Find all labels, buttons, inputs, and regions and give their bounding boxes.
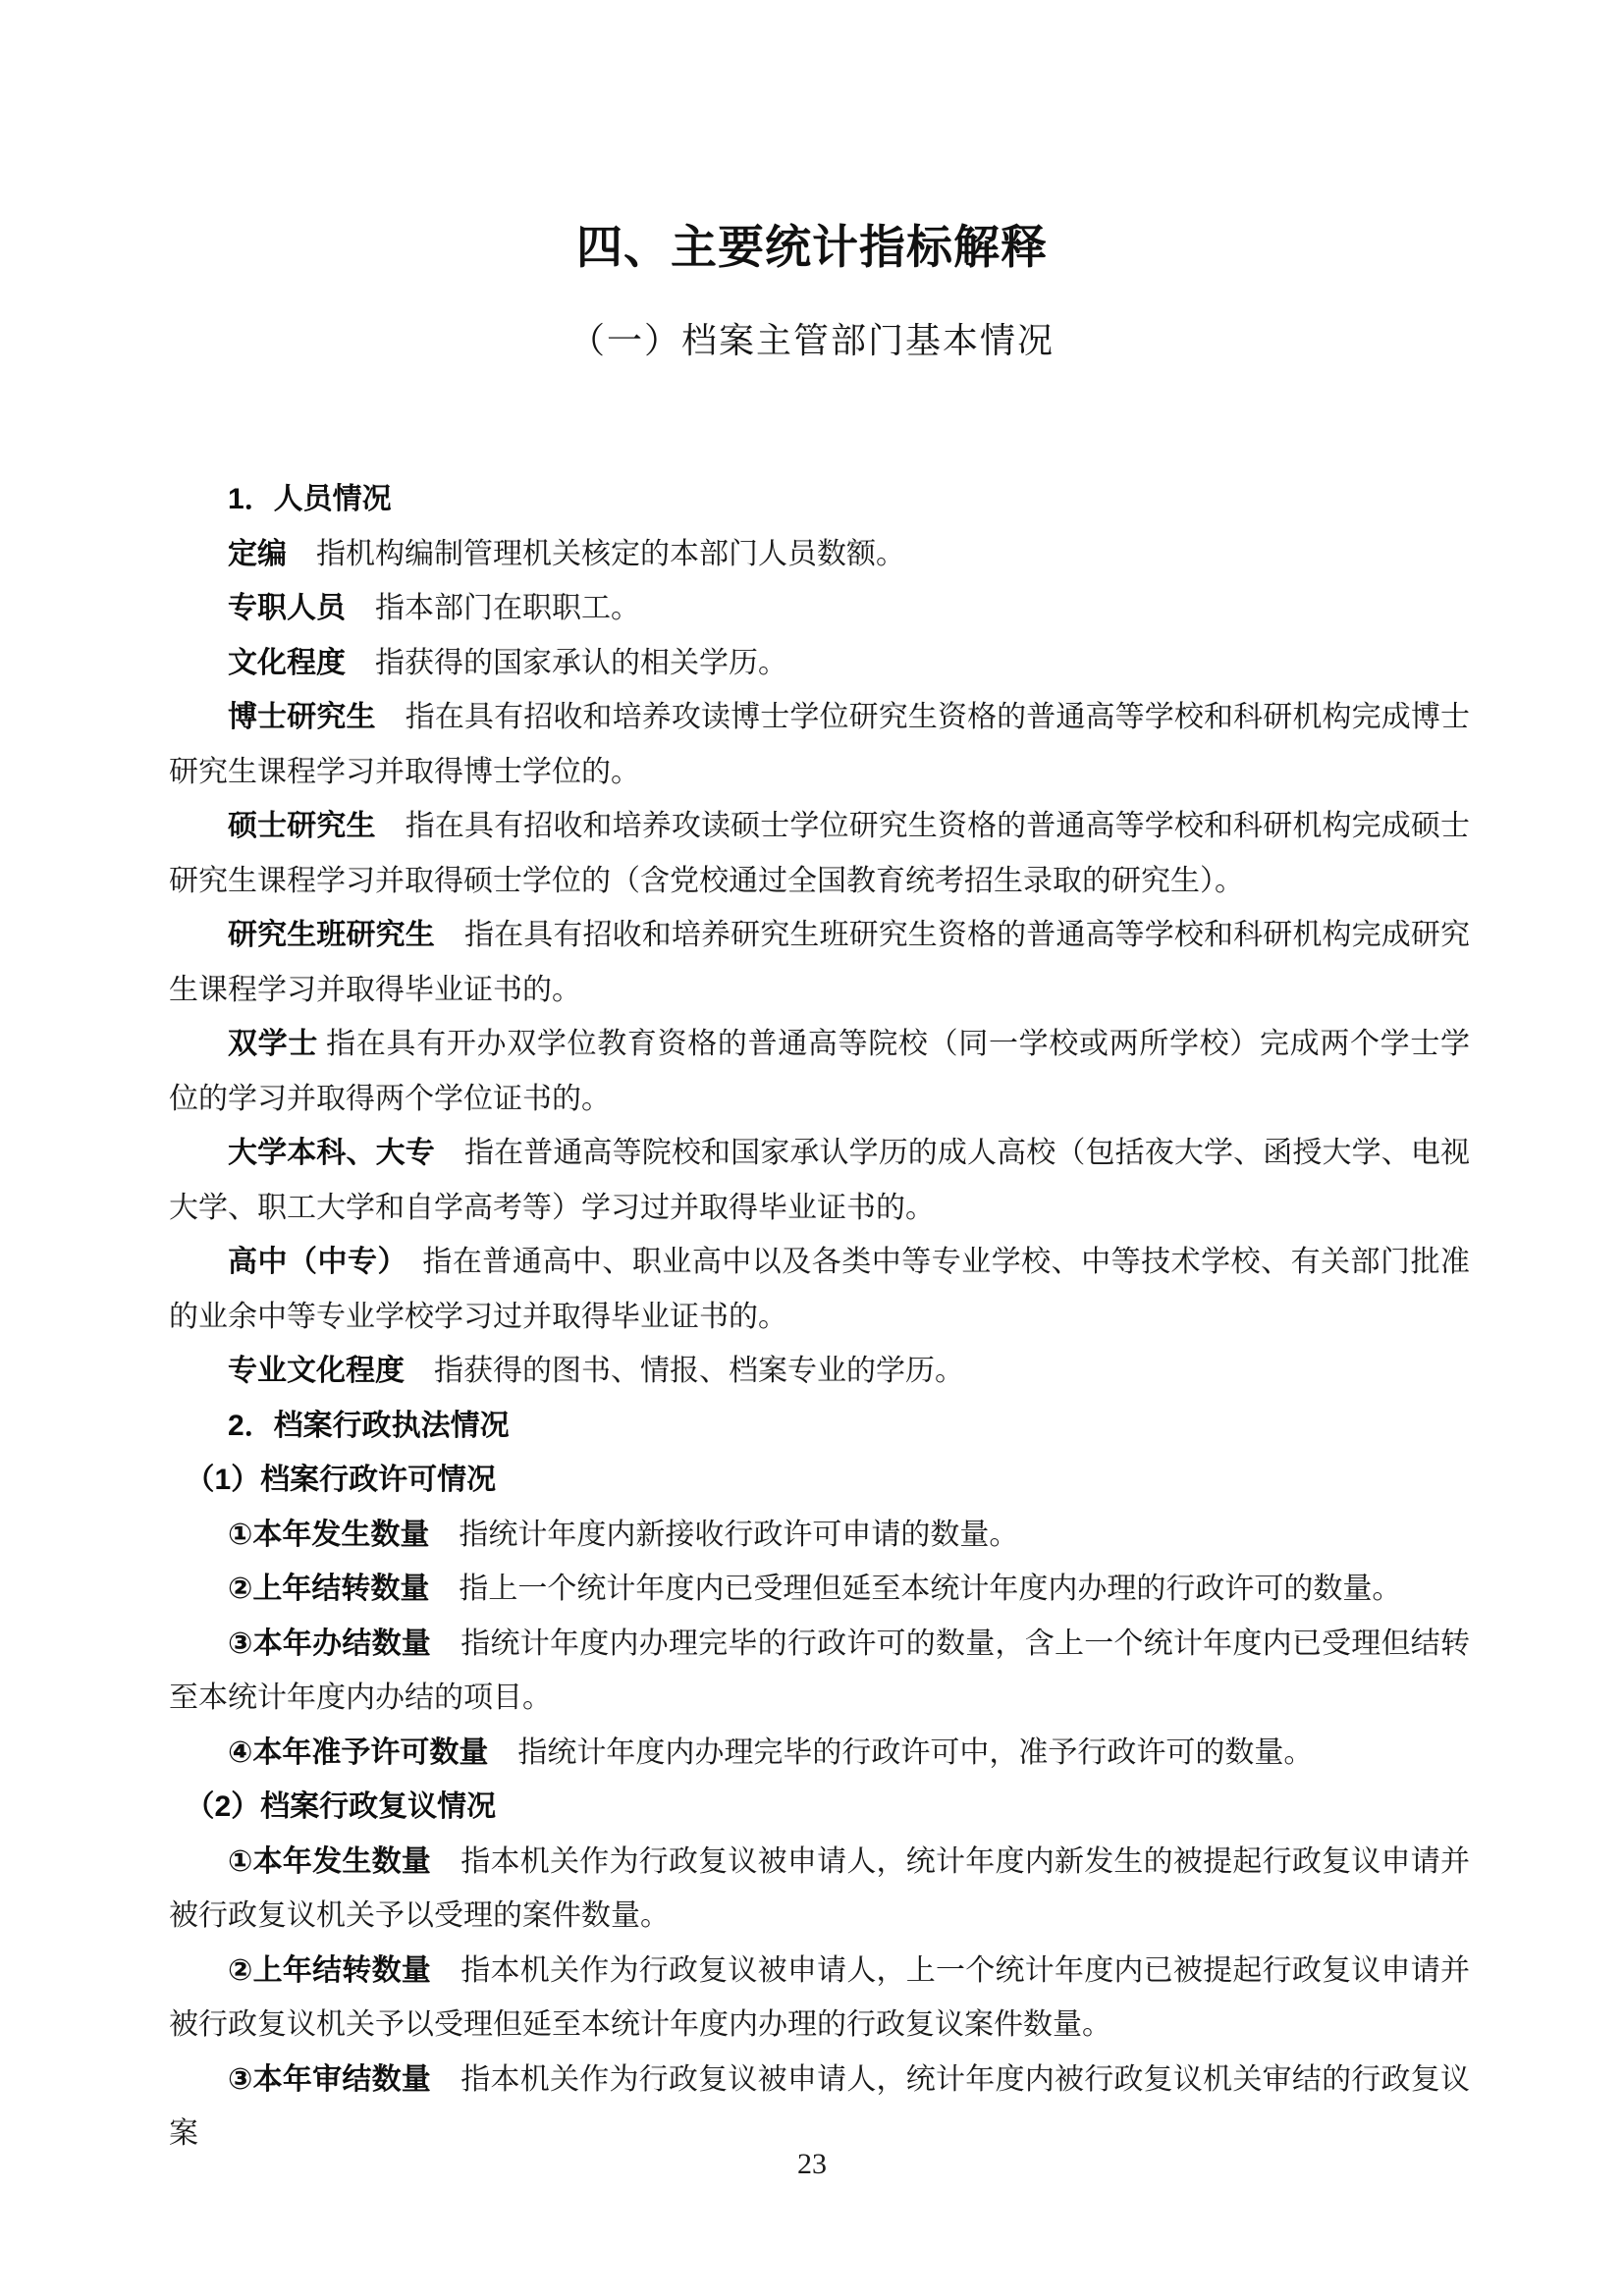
definition-text: 指本机关作为行政复议被申请人，统计年度内被行政复议机关审结的行政复议案	[169, 2062, 1471, 2150]
term-label: ④本年准予许可数量	[228, 1735, 489, 1769]
definition-paragraph	[169, 1562, 1470, 1617]
definition-text: 指在具有招收和培养攻读博士学位研究生资格的普通高等学校和科研机构完成博士研究生课程学习并取得博士学位的。	[169, 701, 1471, 788]
definition-text: 指上一个统计年度内已受理但延至本统计年度内办理的行政许可的数量。	[429, 1573, 1402, 1605]
term-label: 博士研究生	[228, 701, 376, 733]
definition-paragraph	[169, 1344, 1470, 1399]
page-number: 23	[797, 2148, 827, 2180]
sub-section-heading	[169, 1453, 1470, 1508]
definition-paragraph	[169, 1235, 1470, 1344]
term-label: 文化程度	[228, 646, 346, 679]
definition-text: 指获得的国家承认的相关学历。	[346, 646, 787, 679]
definition-paragraph	[169, 581, 1470, 636]
definition-paragraph	[169, 1508, 1470, 1563]
section-heading	[169, 472, 1470, 527]
definition-paragraph	[169, 1617, 1470, 1726]
term-label: 研究生班研究生	[228, 919, 435, 951]
term-label: 高中（中专）	[228, 1246, 393, 1278]
definition-text: 指在具有招收和培养研究生班研究生资格的普通高等学校和科研机构完成研究生课程学习并取得毕业证书的。	[169, 919, 1471, 1006]
definition-text: 指本部门在职职工。	[346, 592, 640, 624]
page-title: 四、主要统计指标解释	[576, 221, 1048, 273]
term-label: 专职人员	[228, 592, 346, 624]
definition-paragraph	[169, 1944, 1470, 2053]
definition-paragraph	[169, 690, 1470, 799]
definition-text: 指机构编制管理机关核定的本部门人员数额。	[287, 537, 905, 570]
definition-text: 指在具有招收和培养攻读硕士学位研究生资格的普通高等学校和科研机构完成硕士研究生课程学习并取得硕士学位的（含党校通过全国教育统考招生录取的研究生）。	[169, 810, 1471, 897]
term-label: ①本年发生数量	[228, 1518, 430, 1551]
term-label: 大学本科、大专	[228, 1137, 435, 1169]
heading-label: 1．人员情况	[228, 483, 392, 515]
heading-label: （1）档案行政许可情况	[185, 1464, 497, 1496]
term-label: 双学士	[228, 1028, 319, 1060]
heading-label: （2）档案行政复议情况	[185, 1790, 497, 1823]
definition-paragraph	[169, 799, 1470, 908]
term-label: ②上年结转数量	[228, 1953, 432, 1987]
definition-text: 指统计年度内办理完毕的行政许可中，准予行政许可的数量。	[488, 1735, 1314, 1769]
term-label: ①本年发生数量	[228, 1844, 432, 1878]
term-label: 硕士研究生	[228, 810, 376, 842]
definition-text: 指在具有开办双学位教育资格的普通高等院校（同一学校或两所学校）完成两个学士学位的学习并取得两个学位证书的。	[169, 1028, 1471, 1115]
heading-label: 2．档案行政执法情况	[228, 1409, 510, 1442]
definition-paragraph	[169, 2053, 1470, 2162]
definition-text: 指统计年度内办理完毕的行政许可的数量，含上一个统计年度内已受理但结转至本统计年度内办结的项目。	[169, 1627, 1471, 1714]
section-heading	[169, 1399, 1470, 1454]
term-label: 定编	[228, 537, 287, 570]
sub-section-heading	[169, 1780, 1470, 1835]
definition-text: 指在普通高中、职业高中以及各类中等专业学校、中等技术学校、有关部门批准的业余中等专业学校学习过并取得毕业证书的。	[169, 1246, 1471, 1333]
definition-paragraph	[169, 1835, 1470, 1944]
term-label: ②上年结转数量	[228, 1573, 430, 1605]
definition-text: 指本机关作为行政复议被申请人，统计年度内新发生的被提起行政复议申请并被行政复议机关予以受理的案件数量。	[169, 1844, 1471, 1932]
definition-text: 指统计年度内新接收行政许可申请的数量。	[429, 1518, 1019, 1551]
definition-text: 指在普通高等院校和国家承认学历的成人高校（包括夜大学、函授大学、电视大学、职工大学和自学高考等）学习过并取得毕业证书的。	[169, 1137, 1471, 1224]
term-label: 专业文化程度	[228, 1355, 405, 1387]
definition-paragraph	[169, 1126, 1470, 1235]
term-label: ③本年办结数量	[228, 1627, 432, 1660]
definition-text: 指获得的图书、情报、档案专业的学历。	[405, 1355, 964, 1387]
definition-text: 指本机关作为行政复议被申请人，上一个统计年度内已被提起行政复议申请并被行政复议机关予以受理但延至本统计年度内办理的行政复议案件数量。	[169, 1953, 1471, 2041]
definition-paragraph	[169, 908, 1470, 1017]
document-body	[169, 472, 1470, 2162]
term-label: ③本年审结数量	[228, 2062, 432, 2096]
definition-paragraph	[169, 1726, 1470, 1781]
definition-paragraph	[169, 527, 1470, 582]
definition-paragraph	[169, 1017, 1470, 1126]
section-subtitle: （一）档案主管部门基本情况	[568, 321, 1055, 360]
definition-paragraph	[169, 636, 1470, 691]
